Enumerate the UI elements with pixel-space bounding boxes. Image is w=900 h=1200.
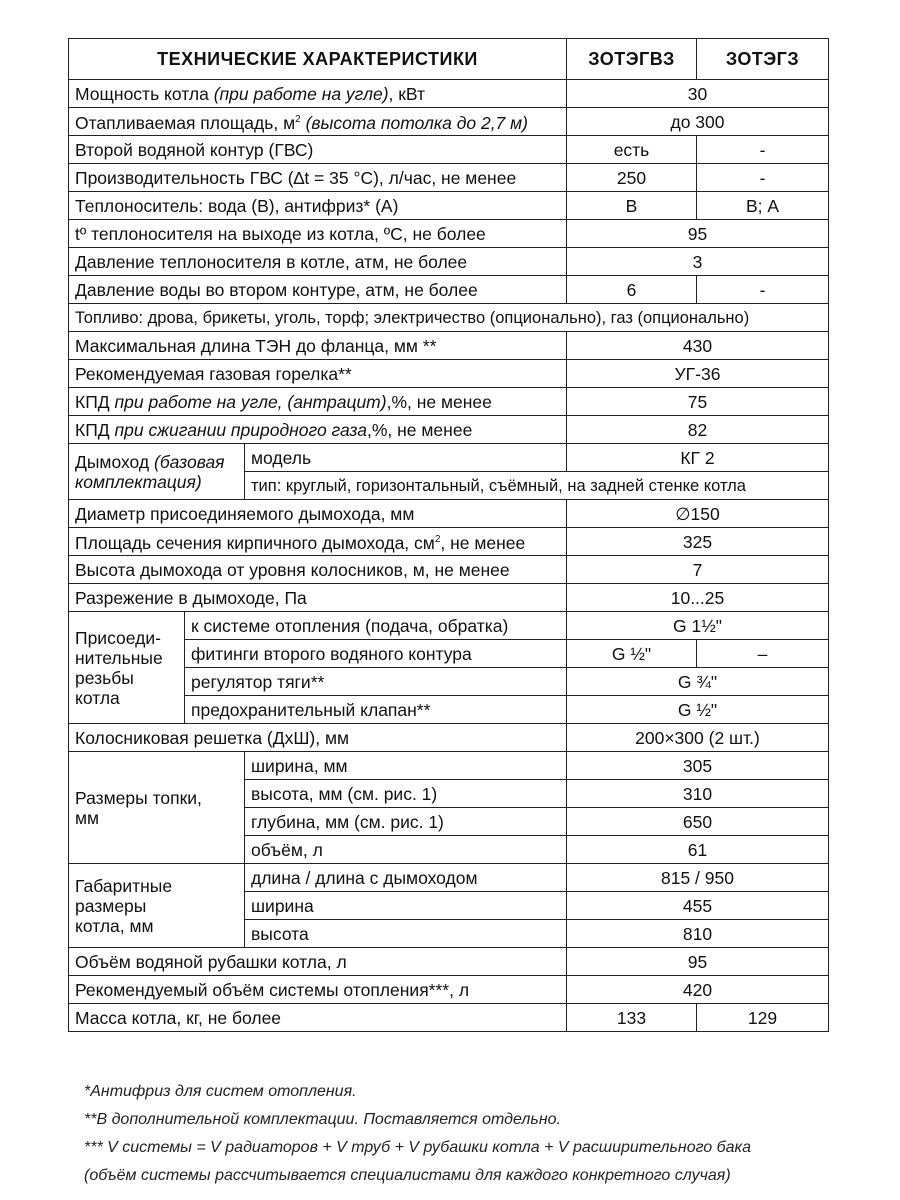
row-label: КПД при работе на угле, (антрацит),%, не менее [69, 388, 567, 416]
table-row [69, 332, 829, 360]
row-value-model2: - [697, 164, 829, 192]
row-value-model1: есть [567, 136, 697, 164]
row-value-model2: – [697, 640, 829, 668]
row-label: Масса котла, кг, не более [69, 1004, 567, 1032]
row-value: 7 [567, 556, 829, 584]
row-label: Производительность ГВС (∆t = 35 °С), л/час, не менее [69, 164, 567, 192]
row-sublabel: высота, мм (см. рис. 1) [245, 780, 567, 808]
table-row [69, 612, 829, 640]
row-label: КПД при сжигании природного газа,%, не менее [69, 416, 567, 444]
footnote: (объём системы рассчитывается специалистами для каждого конкретного случая) [84, 1167, 731, 1184]
row-label: Высота дымохода от уровня колосников, м, не менее [69, 556, 567, 584]
row-label: Второй водяной контур (ГВС) [69, 136, 567, 164]
row-sublabel: длина / длина с дымоходом [245, 864, 567, 892]
table-row [69, 1004, 829, 1032]
row-label: Диаметр присоединяемого дымохода, мм [69, 500, 567, 528]
row-value: 3 [567, 248, 829, 276]
row-value-model2: - [697, 276, 829, 304]
chimney-model-label: модель [245, 444, 567, 472]
table-row [69, 388, 829, 416]
row-label: Давление теплоносителя в котле, атм, не более [69, 248, 567, 276]
row-value: G 1½" [567, 612, 829, 640]
specifications-table [68, 38, 829, 1032]
table-title: ТЕХНИЧЕСКИЕ ХАРАКТЕРИСТИКИ [69, 39, 567, 80]
row-value-model2: 129 [697, 1004, 829, 1032]
table-row [69, 220, 829, 248]
table-row [69, 304, 829, 332]
row-value: 82 [567, 416, 829, 444]
table-row [69, 864, 829, 892]
footnote: *Антифриз для систем отопления. [84, 1083, 357, 1100]
row-value: 10...25 [567, 584, 829, 612]
row-value: 95 [567, 948, 829, 976]
table-row [69, 80, 829, 108]
model-header-1: ЗОТЭГВЗ [567, 39, 697, 80]
table-row [69, 724, 829, 752]
chimney-type-label: тип: круглый, горизонтальный, съёмный, на задней стенке котла [245, 472, 829, 500]
row-label: Теплоноситель: вода (В), антифриз* (А) [69, 192, 567, 220]
row-value: 815 / 950 [567, 864, 829, 892]
row-label: Рекомендуемая газовая горелка** [69, 360, 567, 388]
row-value-model2: - [697, 136, 829, 164]
row-value-model1: 133 [567, 1004, 697, 1032]
chimney-model-value: КГ 2 [567, 444, 829, 472]
table-row [69, 416, 829, 444]
dimensions-group-label: Габаритные размеры котла, мм [69, 864, 245, 948]
row-value: G ½" [567, 696, 829, 724]
row-value-model1: 6 [567, 276, 697, 304]
footnote: **В дополнительной комплектации. Поставляется отдельно. [84, 1111, 561, 1128]
footnote: *** V системы = V радиаторов + V труб + V рубашки котла + V расширительного бака [84, 1139, 751, 1156]
table-row [69, 556, 829, 584]
row-label: Отапливаемая площадь, $м^2$ (высота потолка до 2,7 м) [69, 108, 567, 136]
row-value-model1: 250 [567, 164, 697, 192]
row-sublabel: регулятор тяги** [185, 668, 567, 696]
row-value: 420 [567, 976, 829, 1004]
row-value: 310 [567, 780, 829, 808]
table-row [69, 500, 829, 528]
row-label: Максимальная длина ТЭН до фланца, мм ** [69, 332, 567, 360]
row-value-model1: В [567, 192, 697, 220]
row-label: Разрежение в дымоходе, Па [69, 584, 567, 612]
table-row [69, 444, 829, 472]
table-row [69, 248, 829, 276]
table-row [69, 948, 829, 976]
table-row [69, 108, 829, 136]
row-label: Площадь сечения кирпичного дымохода, $см^2$, не менее [69, 528, 567, 556]
row-value: 455 [567, 892, 829, 920]
fuel-row: Топливо: дрова, брикеты, уголь, торф; электричество (опционально), газ (опционально) [69, 304, 829, 332]
row-sublabel: предохранительный клапан** [185, 696, 567, 724]
footnotes [84, 1078, 751, 1190]
row-value: 650 [567, 808, 829, 836]
row-value-model2: В; А [697, 192, 829, 220]
table-row [69, 360, 829, 388]
row-sublabel: ширина [245, 892, 567, 920]
firebox-group-label: Размеры топки, мм [69, 752, 245, 864]
row-value: 810 [567, 920, 829, 948]
row-value: G ¾" [567, 668, 829, 696]
row-value: ∅150 [567, 500, 829, 528]
row-value: 75 [567, 388, 829, 416]
row-sublabel: фитинги второго водяного контура [185, 640, 567, 668]
row-value: 95 [567, 220, 829, 248]
table-row [69, 164, 829, 192]
row-label: Давление воды во втором контуре, атм, не более [69, 276, 567, 304]
row-value: 325 [567, 528, 829, 556]
header-row [69, 39, 829, 80]
row-value: УГ-36 [567, 360, 829, 388]
table-row [69, 276, 829, 304]
model-header-2: ЗОТЭГЗ [697, 39, 829, 80]
row-label: Колосниковая решетка (ДхШ), мм [69, 724, 567, 752]
row-sublabel: глубина, мм (см. рис. 1) [245, 808, 567, 836]
row-sublabel: высота [245, 920, 567, 948]
row-label: tº теплоносителя на выходе из котла, ºС, не более [69, 220, 567, 248]
row-value: 61 [567, 836, 829, 864]
chimney-group-label: Дымоход (базовая комплектация) [69, 444, 245, 500]
table-row [69, 976, 829, 1004]
row-value: 30 [567, 80, 829, 108]
table-row [69, 136, 829, 164]
row-label: Мощность котла (при работе на угле), кВт [69, 80, 567, 108]
row-label: Рекомендуемый объём системы отопления***, л [69, 976, 567, 1004]
row-sublabel: объём, л [245, 836, 567, 864]
row-value-model1: G ½" [567, 640, 697, 668]
table-row [69, 528, 829, 556]
row-value: 200×300 (2 шт.) [567, 724, 829, 752]
row-label: Объём водяной рубашки котла, л [69, 948, 567, 976]
row-value: 305 [567, 752, 829, 780]
row-value: до 300 [567, 108, 829, 136]
table-row [69, 584, 829, 612]
row-value: 430 [567, 332, 829, 360]
table-row [69, 192, 829, 220]
table-row [69, 752, 829, 780]
row-sublabel: к системе отопления (подача, обратка) [185, 612, 567, 640]
threads-group-label: Присоеди-нительные резьбы котла [69, 612, 185, 724]
row-sublabel: ширина, мм [245, 752, 567, 780]
